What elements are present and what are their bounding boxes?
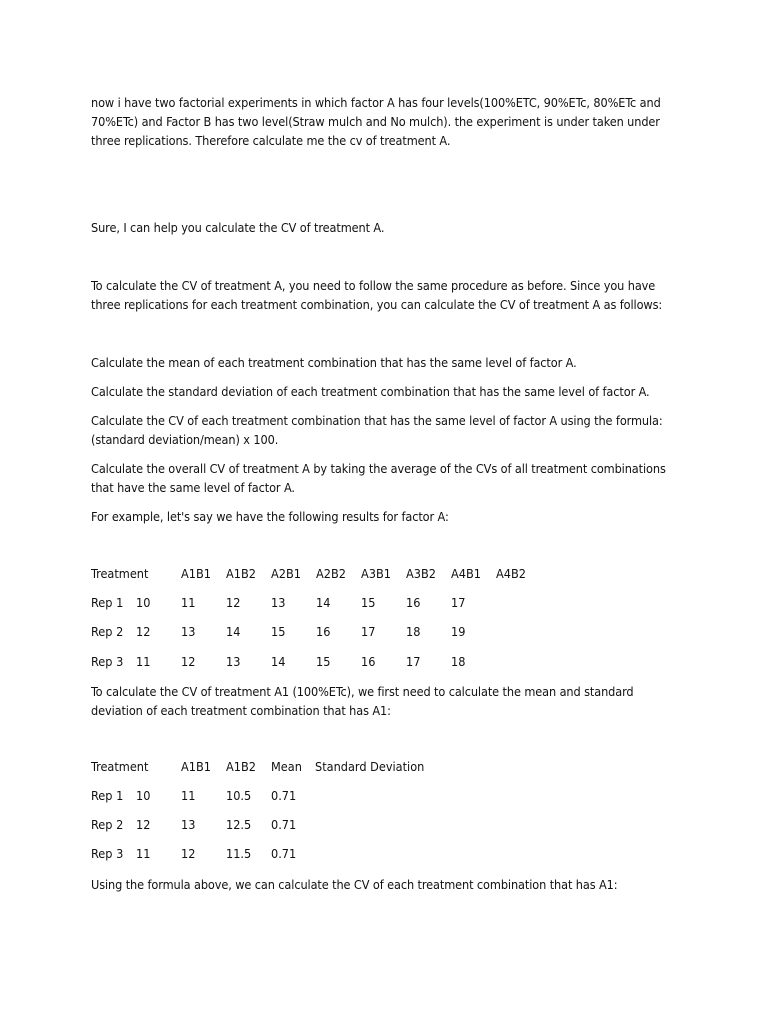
formula-intro-text: Using the formula above, we can calculate the CV of each treatment combination that has A1: <box>91 877 618 892</box>
table1-header-cell: A1B2 <box>226 566 256 581</box>
answer-intro <box>91 218 681 237</box>
table2-cell: 10.5 <box>226 788 252 803</box>
table1-header-cell: A1B1 <box>181 566 211 581</box>
table1-cell: 17 <box>361 624 376 639</box>
step-1-text: Calculate the mean of each treatment combination that has the same level of factor A. <box>91 355 577 370</box>
table1-header-cell: A2B2 <box>316 566 346 581</box>
table2-cell: 11 <box>181 788 196 803</box>
example-intro <box>91 507 681 526</box>
table1-cell: 16 <box>361 654 376 669</box>
question-line-2: 70%ETc) and Factor B has two level(Straw mulch and No mulch). the experiment is under taken under <box>91 114 660 129</box>
table1-cell: 14 <box>316 595 331 610</box>
step-3-line-2: (standard deviation/mean) x 100. <box>91 432 279 447</box>
table2-cell: Rep 1 <box>91 788 124 803</box>
table1-cell: 19 <box>451 624 466 639</box>
answer-intro-text: Sure, I can help you calculate the CV of treatment A. <box>91 220 385 235</box>
table1-cell: 11 <box>181 595 196 610</box>
table2-cell: 12.5 <box>226 817 252 832</box>
table1-header-cell: A4B2 <box>496 566 526 581</box>
table1-header-cell: Treatment <box>91 566 149 581</box>
table1-cell: 18 <box>451 654 466 669</box>
table2-cell: 11.5 <box>226 846 252 861</box>
a1-intro-line-1: To calculate the CV of treatment A1 (100%ETc), we first need to calculate the mean and standard <box>91 684 634 699</box>
table2-header-cell: Treatment <box>91 759 149 774</box>
table1-cell: 13 <box>181 624 196 639</box>
table1-cell: Rep 1 <box>91 595 124 610</box>
table2-cell: 12 <box>181 846 196 861</box>
step-2-text: Calculate the standard deviation of each treatment combination that has the same level of factor A. <box>91 384 650 399</box>
table1-cell: 15 <box>361 595 376 610</box>
table1-cell: 17 <box>406 654 421 669</box>
table1-cell: 11 <box>136 654 151 669</box>
step-1 <box>91 353 681 372</box>
table1-cell: 15 <box>316 654 331 669</box>
table1-cell: 13 <box>226 654 241 669</box>
table2-cell: 12 <box>136 817 151 832</box>
table2-header-cell: A1B1 <box>181 759 211 774</box>
table1-header-cell: A4B1 <box>451 566 481 581</box>
table2-cell: 13 <box>181 817 196 832</box>
table1-cell: 17 <box>451 595 466 610</box>
table1-cell: 15 <box>271 624 286 639</box>
table1-header-cell: A2B1 <box>271 566 301 581</box>
table1-cell: 13 <box>271 595 286 610</box>
table2-cell: 0.71 <box>271 788 297 803</box>
step-4 <box>91 459 681 497</box>
question-line-3: three replications. Therefore calculate me the cv of treatment A. <box>91 133 451 148</box>
table1-cell: 18 <box>406 624 421 639</box>
table2-header-cell: Mean <box>271 759 302 774</box>
step-4-line-1: Calculate the overall CV of treatment A by taking the average of the CVs of all treatment combinations <box>91 461 666 476</box>
table1-cell: 10 <box>136 595 151 610</box>
example-intro-text: For example, let's say we have the following results for factor A: <box>91 509 449 524</box>
table2-cell: 0.71 <box>271 846 297 861</box>
table2-header-cell: Standard Deviation <box>315 759 425 774</box>
procedure-paragraph <box>91 276 681 314</box>
formula-intro <box>91 875 681 894</box>
step-4-line-2: that have the same level of factor A. <box>91 480 295 495</box>
table1-cell: Rep 2 <box>91 624 124 639</box>
table1-cell: 12 <box>181 654 196 669</box>
table2-cell: 10 <box>136 788 151 803</box>
step-2 <box>91 382 681 401</box>
table1-cell: 14 <box>271 654 286 669</box>
a1-intro-paragraph <box>91 682 681 720</box>
table1-cell: Rep 3 <box>91 654 124 669</box>
table2-cell: 11 <box>136 846 151 861</box>
step-3-line-1: Calculate the CV of each treatment combination that has the same level of factor A using the formula: <box>91 413 663 428</box>
table2-cell: Rep 2 <box>91 817 124 832</box>
a1-intro-line-2: deviation of each treatment combination that has A1: <box>91 703 391 718</box>
table2-cell: 0.71 <box>271 817 297 832</box>
table1-header-cell: A3B1 <box>361 566 391 581</box>
table1-cell: 14 <box>226 624 241 639</box>
procedure-line-1: To calculate the CV of treatment A, you need to follow the same procedure as before. Since you have <box>91 278 656 293</box>
question-line-1: now i have two factorial experiments in which factor A has four levels(100%ETC, 90%ETc, 80%ETc and <box>91 95 661 110</box>
table2-header-cell: A1B2 <box>226 759 256 774</box>
table2-cell: Rep 3 <box>91 846 124 861</box>
table1-cell: 16 <box>316 624 331 639</box>
procedure-line-2: three replications for each treatment combination, you can calculate the CV of treatment A as follows: <box>91 297 663 312</box>
step-3 <box>91 411 681 449</box>
table1-cell: 12 <box>136 624 151 639</box>
table1-cell: 16 <box>406 595 421 610</box>
table1-header-cell: A3B2 <box>406 566 436 581</box>
question-paragraph <box>91 93 681 150</box>
table1-cell: 12 <box>226 595 241 610</box>
